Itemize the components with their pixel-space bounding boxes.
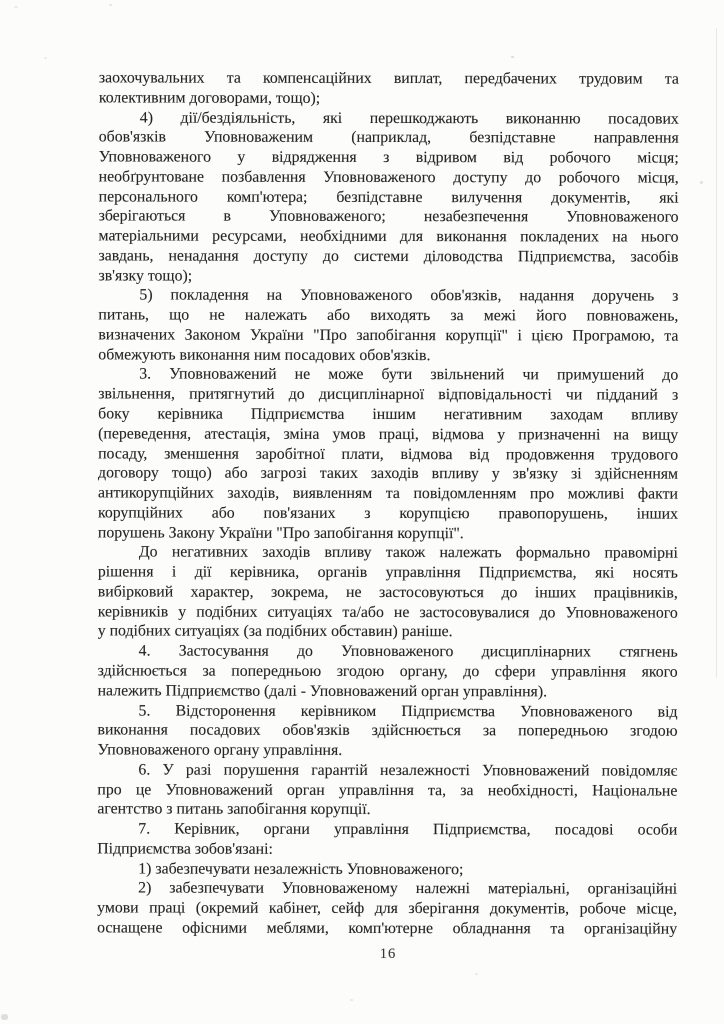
text-line: 5) покладення на Уповноваженого обов'язків, надання доручень з: [139, 286, 679, 306]
scan-speck: [109, 4, 112, 6]
text-block: [97, 68, 679, 939]
text-line: договору тощо) або загрозі таких заходів впливу у зв'язку зі здійсненням: [98, 464, 679, 483]
scan-speck: [475, 973, 478, 975]
scan-speck: [350, 999, 353, 1001]
text-line: боку керівника Підприємства іншим негативним заходам впливу: [98, 405, 679, 424]
text-line: агентство з питань запобігання корупції.: [97, 800, 371, 819]
text-line: оснащене офісними меблями, комп'ютерне обладнання та організаційну: [97, 919, 678, 938]
text-line: визначених Законом України "Про запобігання корупції" і цією Програмою, та: [98, 326, 679, 345]
text-line: завдань, ненадання доступу до системи діловодства Підприємства, засобів: [98, 247, 679, 266]
text-line: 7. Керівник, органи управління Підприємства, посадові особи: [138, 820, 678, 839]
scan-speck: [511, 56, 514, 58]
text-line: керівників у подібних ситуаціях та/або не застосовувалися до Уповноваженого: [97, 603, 678, 622]
text-line: 5. Відсторонення керівником Підприємства Уповноваженого від: [138, 701, 678, 721]
scan-edge-artifact: [716, 28, 717, 678]
text-line: зв'язку тощо);: [98, 267, 193, 285]
text-line: про це Уповноважений орган управління та, за необхідності, Національне: [97, 780, 678, 800]
text-line: 3. Уповноважений не може бути звільнений чи примушений до: [139, 365, 679, 385]
text-line: порушень Закону України "Про запобігання корупції".: [97, 524, 464, 542]
text-line: До негативних заходів впливу також належать формально правомірні: [138, 543, 678, 562]
text-line: 4) дії/бездіяльність, які перешкоджають виконанню посадових: [139, 109, 679, 128]
text-line: необґрунтоване позбавлення Уповноваженого доступу до робочого місця,: [98, 168, 679, 187]
text-line: належить Підприємство (далі - Уповноважений орган управління).: [97, 682, 548, 701]
scan-speck: [700, 181, 703, 184]
text-line: здійснюється за попередньою згодою органу, до сфери управління якого: [97, 662, 678, 681]
scan-speck: [14, 6, 18, 8]
text-line: 2) забезпечувати Уповноваженому належні матеріальні, організаційні: [138, 879, 678, 898]
text-line: посаду, зменшення заробітної плати, відмова від продовження трудового: [98, 444, 679, 464]
text-line: колективним договорами, тощо);: [98, 89, 321, 107]
text-line: умови праці (окремий кабінет, сейф для зберігання документів, робоче місце,: [97, 899, 678, 918]
text-line: 4. Застосування до Уповноваженого дисциплінарних стягнень: [138, 642, 678, 661]
text-line: зберігаються в Уповноваженого; незабезпечення Уповноваженого: [98, 207, 679, 226]
text-line: звільнення, притягнутий до дисциплінарної відповідальності чи підданий з: [98, 385, 679, 404]
text-line: Уповноваженого у відрядження з відривом від робочого місця;: [98, 148, 679, 167]
text-line: виконання посадових обов'язків здійснюється за попередньою згодою: [97, 721, 678, 740]
text-line: персонального комп'ютера; безпідставне вилучення документів, які: [98, 187, 679, 207]
text-line: корупційних або пов'язаних з корупцією правопорушень, інших: [97, 504, 678, 523]
text-line: рішення і дії керівника, органів управління Підприємства, які носять: [97, 563, 678, 582]
text-line: 1) забезпечувати незалежність Уповноваженого;: [138, 860, 464, 878]
text-line: антикорупційних заходів, виявленням та повідомленням про можливі факти: [98, 484, 679, 503]
scan-speck: [656, 252, 658, 254]
text-line: у подібних ситуаціях (за подібних обставин) раніше.: [97, 622, 453, 641]
text-line: 6. У разі порушення гарантій незалежності Уповноважений повідомляє: [138, 761, 678, 780]
scan-speck: [1, 1014, 8, 1020]
page-number: 16: [379, 946, 397, 962]
text-line: заохочувальних та компенсаційних виплат, передбачених трудовим та: [98, 69, 679, 88]
text-line: Уповноваженого органу управління.: [97, 741, 343, 759]
scan-speck: [44, 57, 47, 59]
text-line: обов'язків Уповноваженим (наприклад, безпідставне направлення: [98, 128, 679, 147]
text-line: (переведення, атестація, зміна умов праці, відмова у призначенні на вищу: [98, 425, 679, 444]
text-line: вибірковий характер, зокрема, не застосовуються до інших працівників,: [97, 583, 678, 602]
text-line: Підприємства зобов'язані:: [97, 840, 273, 858]
text-line: обмежують виконання ним посадових обов'язків.: [98, 346, 431, 364]
text-line: питань, що не належать або виходять за межі його повноважень,: [98, 306, 679, 325]
text-line: матеріальними ресурсами, необхідними для виконання покладених на нього: [98, 227, 679, 246]
